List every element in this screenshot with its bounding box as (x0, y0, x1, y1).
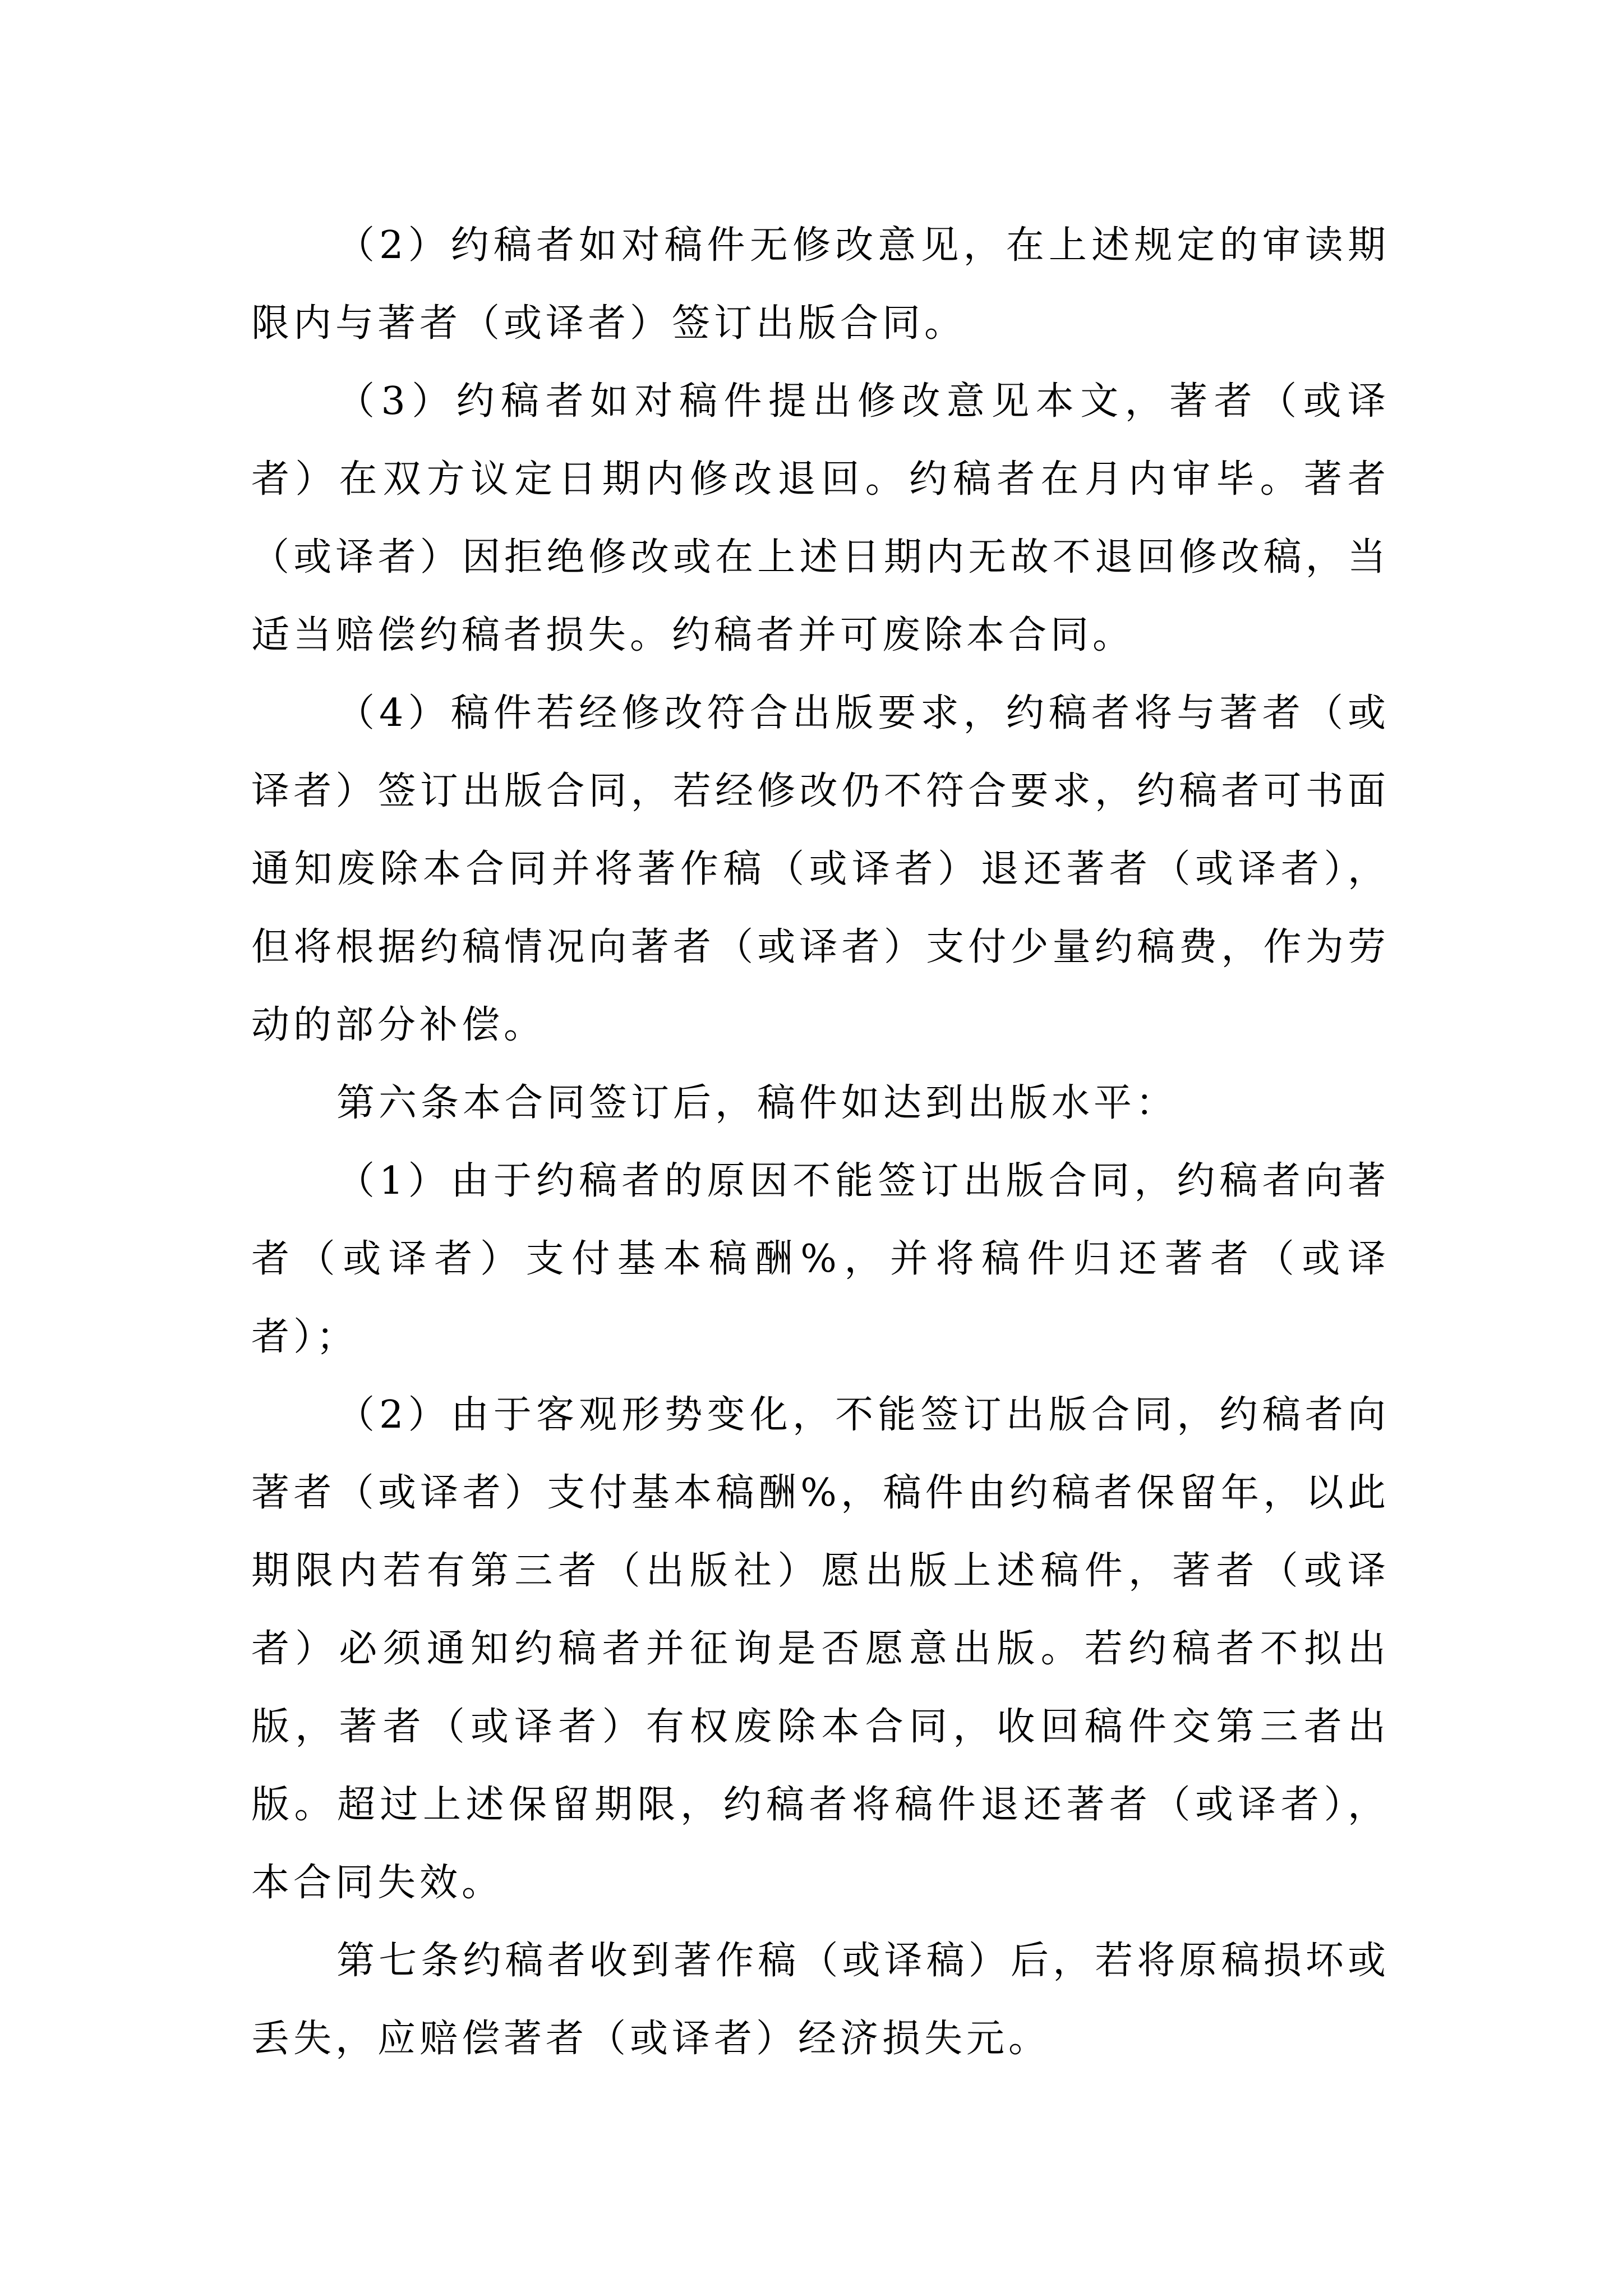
paragraph-clause-6-2: （2）由于客观形势变化，不能签订出版合同，约稿者向著者（或译者）支付基本稿酬%，稿件由约稿者保留年，以此期限内若有第三者（出版社）愿出版上述稿件，著者（或译者）必须通知约稿者并征询是否愿意出版。若约稿者不拟出版，著者（或译者）有权废除本合同，收回稿件交第三者出版。超过上述保留期限，约稿者将稿件退还著者（或译者），本合同失效。 (251, 1393, 1390, 1905)
paragraph-clause-5-4: （4）稿件若经修改符合出版要求，约稿者将与著者（或译者）签订出版合同，若经修改仍不符合要求，约稿者可书面通知废除本合同并将著作稿（或译者）退还著者（或译者），但将根据约稿情况向著者（或译者）支付少量约稿费，作为劳动的部分补偿。 (251, 691, 1390, 1047)
paragraph-article-6: 第六条本合同签订后，稿件如达到出版水平： (336, 1081, 1178, 1125)
paragraph-clause-5-3: （3）约稿者如对稿件提出修改意见本文，著者（或译者）在双方议定日期内修改退回。约稿者在月内审毕。著者（或译者）因拒绝修改或在上述日期内无故不退回修改稿，当适当赔偿约稿者损失。约稿者并可废除本合同。 (251, 379, 1390, 657)
paragraph-article-7: 第七条约稿者收到著作稿（或译稿）后，若将原稿损坏或丢失，应赔偿著者（或译者）经济损失元。 (251, 1939, 1390, 2061)
paragraph-clause-6-1: （1）由于约稿者的原因不能签订出版合同，约稿者向著者（或译者）支付基本稿酬%，并将稿件归还著者（或译者）； (251, 1159, 1390, 1359)
paragraph-clause-5-2: （2）约稿者如对稿件无修改意见，在上述规定的审读期限内与著者（或译者）签订出版合同。 (251, 223, 1390, 346)
document-body (251, 206, 1390, 2078)
